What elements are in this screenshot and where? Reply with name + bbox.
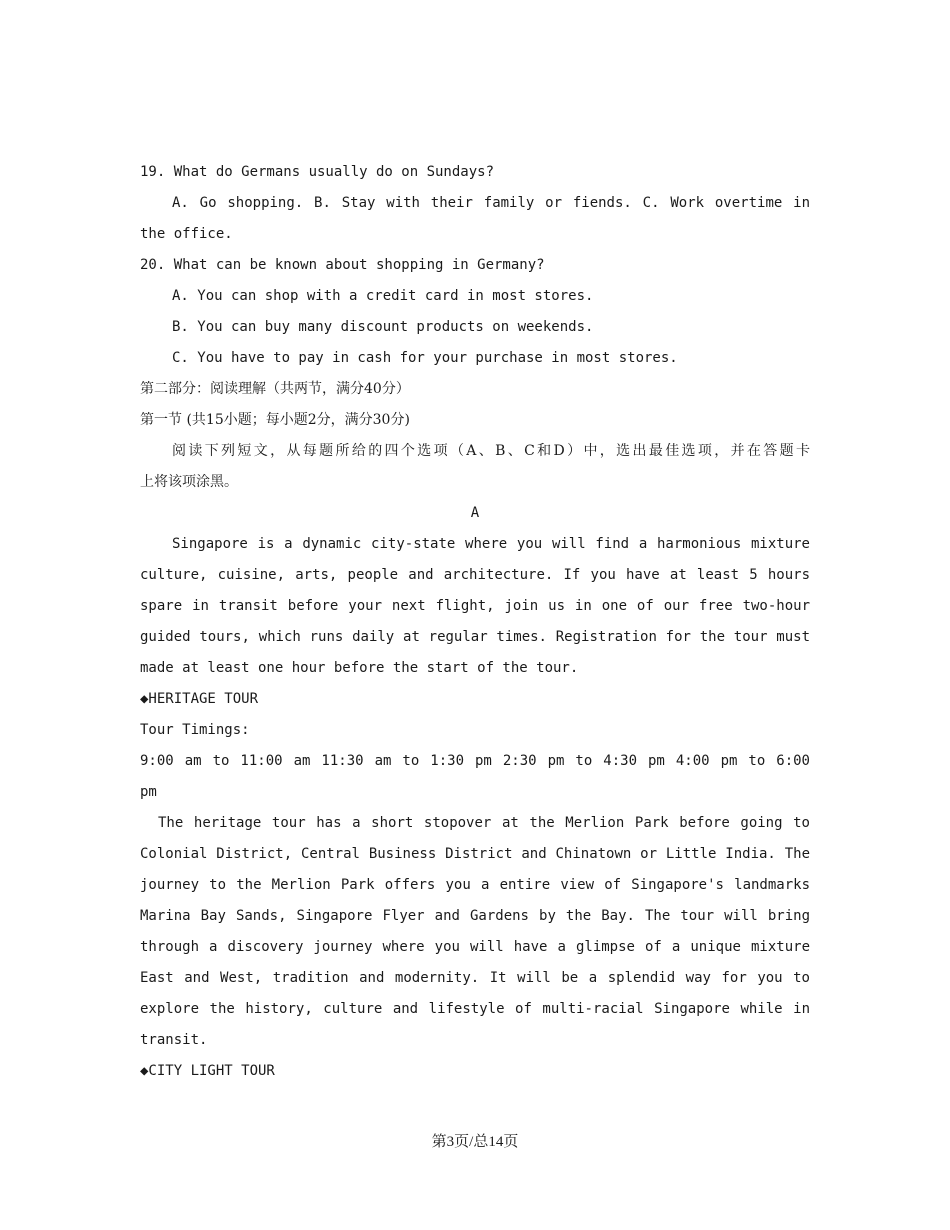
q19-question: 19. What do Germans usually do on Sundays? xyxy=(140,164,495,180)
intro-line: Singapore is a dynamic city-state where you will find a harmonious mixture xyxy=(172,536,810,552)
heritage-body-line: through a discovery journey where you will have a glimpse of a unique mixture xyxy=(140,939,810,955)
intro-line: guided tours, which runs daily at regular times. Registration for the tour must xyxy=(140,629,810,645)
tour-timings-label: Tour Timings: xyxy=(140,722,250,738)
tour-timings-line1: 9:00 am to 11:00 am 11:30 am to 1:30 pm 2:30 pm to 4:30 pm 4:00 pm to 6:00 xyxy=(140,753,810,769)
q19-options-line1: A. Go shopping. B. Stay with their family or fiends. C. Work overtime in xyxy=(172,195,810,211)
heritage-body-line: transit. xyxy=(140,1032,208,1048)
q20-option-c: C. You have to pay in cash for your purchase in most stores. xyxy=(172,350,678,366)
q20-option-a: A. You can shop with a credit card in most stores. xyxy=(172,288,594,304)
tour-timings-line2: pm xyxy=(140,784,157,800)
intro-line: culture, cuisine, arts, people and architecture. If you have at least 5 hours xyxy=(140,567,810,583)
heritage-tour-heading: ◆HERITAGE TOUR xyxy=(140,691,259,707)
intro-line: spare in transit before your next flight, join us in one of our free two-hour xyxy=(140,598,810,614)
heritage-body-line: explore the history, culture and lifestyle of multi-racial Singapore while in xyxy=(140,1001,810,1017)
q19-options-line2: the office. xyxy=(140,226,233,242)
heritage-body-line: Colonial District, Central Business District and Chinatown or Little India. The xyxy=(140,846,810,862)
heritage-body-line: Marina Bay Sands, Singapore Flyer and Gardens by the Bay. The tour will bring xyxy=(140,908,810,924)
q20-question: 20. What can be known about shopping in Germany? xyxy=(140,257,545,273)
city-light-tour-heading: ◆CITY LIGHT TOUR xyxy=(140,1063,275,1079)
heritage-body-line: The heritage tour has a short stopover at the Merlion Park before going to xyxy=(158,815,810,831)
instructions-line2: 上将该项涂黑。 xyxy=(140,474,238,490)
q18-options xyxy=(140,126,810,157)
q20-option-b: B. You can buy many discount products on weekends. xyxy=(172,319,594,335)
instructions-line1: 阅读下列短文，从每题所给的四个选项（A、B、C和D）中，选出最佳选项，并在答题卡 xyxy=(172,443,810,459)
part2-title: 第二部分：阅读理解（共两节，满分40分） xyxy=(140,381,410,397)
heritage-body-line: East and West, tradition and modernity. It will be a splendid way for you to xyxy=(140,970,810,986)
passage-label: A xyxy=(470,505,480,521)
heritage-body-line: journey to the Merlion Park offers you a entire view of Singapore's landmarks xyxy=(140,877,810,893)
page-footer: 第3页/总14页 xyxy=(431,1134,519,1150)
intro-line: made at least one hour before the start of the tour. xyxy=(140,660,579,676)
document-page xyxy=(140,126,810,1087)
section1-title: 第一节 (共15小题；每小题2分，满分30分) xyxy=(140,412,410,428)
